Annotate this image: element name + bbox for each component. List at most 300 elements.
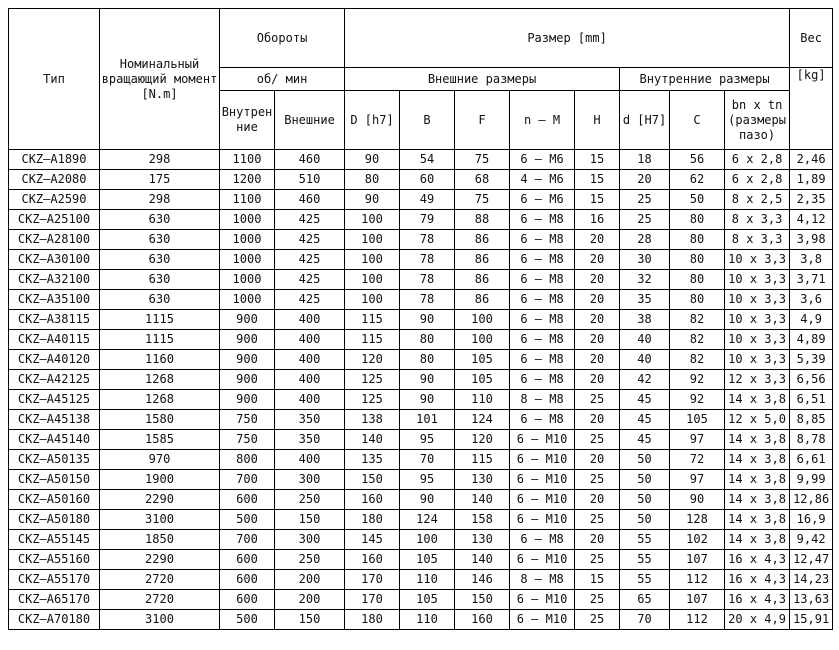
- cell-F: 158: [455, 510, 510, 530]
- cell-D: 160: [345, 490, 400, 510]
- cell-F: 100: [455, 310, 510, 330]
- cell-d: 55: [620, 530, 670, 550]
- cell-speed-inner: 1000: [220, 230, 275, 250]
- table-row: [9, 390, 833, 410]
- header-speed-outer: Внешние: [275, 91, 345, 150]
- cell-F: 88: [455, 210, 510, 230]
- cell-d: 55: [620, 550, 670, 570]
- cell-B: 100: [400, 530, 455, 550]
- cell-d: 32: [620, 270, 670, 290]
- cell-D: 120: [345, 350, 400, 370]
- cell-F: 105: [455, 350, 510, 370]
- cell-speed-outer: 400: [275, 350, 345, 370]
- cell-nM: 6 – M8: [510, 350, 575, 370]
- table-row: [9, 230, 833, 250]
- cell-B: 79: [400, 210, 455, 230]
- cell-speed-inner: 600: [220, 550, 275, 570]
- cell-C: 80: [670, 230, 725, 250]
- cell-weight: 8,78: [790, 430, 833, 450]
- cell-d: 28: [620, 230, 670, 250]
- cell-C: 107: [670, 550, 725, 570]
- cell-speed-inner: 750: [220, 430, 275, 450]
- table-row: [9, 410, 833, 430]
- cell-H: 20: [575, 310, 620, 330]
- table-row: [9, 470, 833, 490]
- cell-speed-inner: 1000: [220, 270, 275, 290]
- cell-nM: 6 – M8: [510, 210, 575, 230]
- cell-type: CKZ–A50180: [9, 510, 100, 530]
- cell-C: 82: [670, 330, 725, 350]
- cell-nM: 6 – M10: [510, 450, 575, 470]
- cell-nM: 6 – M8: [510, 270, 575, 290]
- table-row: [9, 370, 833, 390]
- table-row: [9, 170, 833, 190]
- cell-C: 80: [670, 270, 725, 290]
- header-outer-dims: Внешние размеры: [345, 68, 620, 91]
- cell-nM: 6 – M6: [510, 190, 575, 210]
- cell-d: 50: [620, 450, 670, 470]
- cell-F: 115: [455, 450, 510, 470]
- cell-speed-inner: 1000: [220, 210, 275, 230]
- cell-C: 102: [670, 530, 725, 550]
- cell-weight: 15,91: [790, 610, 833, 630]
- cell-H: 20: [575, 230, 620, 250]
- cell-C: 80: [670, 210, 725, 230]
- cell-C: 97: [670, 470, 725, 490]
- cell-F: 140: [455, 490, 510, 510]
- cell-speed-inner: 700: [220, 530, 275, 550]
- cell-B: 80: [400, 330, 455, 350]
- cell-speed-outer: 425: [275, 270, 345, 290]
- cell-B: 101: [400, 410, 455, 430]
- cell-F: 160: [455, 610, 510, 630]
- cell-D: 180: [345, 610, 400, 630]
- cell-weight: 16,9: [790, 510, 833, 530]
- cell-B: 95: [400, 430, 455, 450]
- cell-F: 86: [455, 250, 510, 270]
- table-row: [9, 610, 833, 630]
- cell-C: 112: [670, 570, 725, 590]
- table-row: [9, 570, 833, 590]
- table-row: [9, 450, 833, 470]
- cell-torque: 970: [100, 450, 220, 470]
- cell-H: 20: [575, 490, 620, 510]
- cell-torque: 2290: [100, 550, 220, 570]
- cell-D: 90: [345, 150, 400, 170]
- spec-table-container: [8, 8, 833, 630]
- cell-B: 80: [400, 350, 455, 370]
- cell-weight: 6,61: [790, 450, 833, 470]
- cell-speed-outer: 510: [275, 170, 345, 190]
- cell-type: CKZ–A65170: [9, 590, 100, 610]
- cell-speed-outer: 460: [275, 150, 345, 170]
- cell-d: 45: [620, 410, 670, 430]
- cell-bnt: 10 x 3,3: [725, 270, 790, 290]
- cell-H: 20: [575, 370, 620, 390]
- cell-D: 150: [345, 470, 400, 490]
- cell-bnt: 10 x 3,3: [725, 250, 790, 270]
- cell-F: 110: [455, 390, 510, 410]
- cell-F: 130: [455, 530, 510, 550]
- cell-bnt: 12 x 3,3: [725, 370, 790, 390]
- cell-speed-outer: 150: [275, 510, 345, 530]
- cell-torque: 3100: [100, 610, 220, 630]
- cell-D: 125: [345, 370, 400, 390]
- cell-B: 95: [400, 470, 455, 490]
- cell-torque: 1115: [100, 330, 220, 350]
- cell-H: 20: [575, 330, 620, 350]
- cell-speed-inner: 700: [220, 470, 275, 490]
- cell-d: 45: [620, 430, 670, 450]
- cell-nM: 6 – M10: [510, 610, 575, 630]
- cell-torque: 630: [100, 290, 220, 310]
- cell-C: 62: [670, 170, 725, 190]
- cell-type: CKZ–A2080: [9, 170, 100, 190]
- cell-bnt: 16 x 4,3: [725, 570, 790, 590]
- cell-torque: 630: [100, 250, 220, 270]
- cell-H: 20: [575, 450, 620, 470]
- cell-nM: 8 – M8: [510, 390, 575, 410]
- table-row: [9, 530, 833, 550]
- cell-D: 160: [345, 550, 400, 570]
- cell-weight: 5,39: [790, 350, 833, 370]
- cell-type: CKZ–A28100: [9, 230, 100, 250]
- cell-B: 124: [400, 510, 455, 530]
- cell-bnt: 10 x 3,3: [725, 290, 790, 310]
- cell-nM: 6 – M10: [510, 430, 575, 450]
- cell-H: 15: [575, 570, 620, 590]
- cell-weight: 2,46: [790, 150, 833, 170]
- cell-speed-inner: 1000: [220, 250, 275, 270]
- cell-speed-outer: 460: [275, 190, 345, 210]
- table-row: [9, 250, 833, 270]
- cell-bnt: 16 x 4,3: [725, 590, 790, 610]
- coupling-spec-table: [8, 8, 833, 630]
- cell-bnt: 14 x 3,8: [725, 490, 790, 510]
- cell-speed-outer: 200: [275, 590, 345, 610]
- table-row: [9, 330, 833, 350]
- cell-nM: 6 – M10: [510, 550, 575, 570]
- cell-d: 50: [620, 470, 670, 490]
- cell-speed-inner: 900: [220, 370, 275, 390]
- cell-nM: 6 – M10: [510, 490, 575, 510]
- cell-speed-inner: 500: [220, 510, 275, 530]
- header-col-F: F: [455, 91, 510, 150]
- cell-weight: 3,98: [790, 230, 833, 250]
- cell-bnt: 14 x 3,8: [725, 430, 790, 450]
- cell-B: 78: [400, 270, 455, 290]
- cell-torque: 1900: [100, 470, 220, 490]
- cell-D: 100: [345, 250, 400, 270]
- cell-B: 78: [400, 250, 455, 270]
- header-col-bnt: bn x tn (размеры пазо): [725, 91, 790, 150]
- cell-type: CKZ–A42125: [9, 370, 100, 390]
- cell-bnt: 14 x 3,8: [725, 390, 790, 410]
- cell-speed-outer: 400: [275, 330, 345, 350]
- cell-bnt: 10 x 3,3: [725, 330, 790, 350]
- cell-C: 72: [670, 450, 725, 470]
- cell-bnt: 14 x 3,8: [725, 530, 790, 550]
- cell-C: 112: [670, 610, 725, 630]
- cell-nM: 6 – M10: [510, 510, 575, 530]
- cell-H: 20: [575, 350, 620, 370]
- cell-speed-outer: 425: [275, 290, 345, 310]
- cell-weight: 12,47: [790, 550, 833, 570]
- cell-B: 110: [400, 610, 455, 630]
- cell-torque: 1268: [100, 390, 220, 410]
- cell-bnt: 6 x 2,8: [725, 170, 790, 190]
- cell-B: 60: [400, 170, 455, 190]
- cell-nM: 6 – M8: [510, 290, 575, 310]
- cell-torque: 630: [100, 270, 220, 290]
- cell-speed-outer: 250: [275, 490, 345, 510]
- cell-torque: 298: [100, 150, 220, 170]
- cell-speed-outer: 425: [275, 210, 345, 230]
- table-row: [9, 310, 833, 330]
- cell-bnt: 8 x 2,5: [725, 190, 790, 210]
- cell-weight: 3,8: [790, 250, 833, 270]
- cell-bnt: 12 x 5,0: [725, 410, 790, 430]
- cell-F: 130: [455, 470, 510, 490]
- cell-type: CKZ–A45138: [9, 410, 100, 430]
- cell-H: 25: [575, 590, 620, 610]
- cell-H: 25: [575, 430, 620, 450]
- cell-C: 90: [670, 490, 725, 510]
- cell-H: 20: [575, 270, 620, 290]
- cell-F: 100: [455, 330, 510, 350]
- cell-torque: 298: [100, 190, 220, 210]
- cell-D: 135: [345, 450, 400, 470]
- cell-type: CKZ–A40120: [9, 350, 100, 370]
- table-row: [9, 510, 833, 530]
- cell-speed-outer: 400: [275, 310, 345, 330]
- cell-D: 115: [345, 330, 400, 350]
- cell-C: 82: [670, 350, 725, 370]
- cell-H: 20: [575, 530, 620, 550]
- cell-speed-inner: 600: [220, 590, 275, 610]
- header-col-d: d [H7]: [620, 91, 670, 150]
- cell-C: 56: [670, 150, 725, 170]
- table-row: [9, 210, 833, 230]
- cell-nM: 6 – M8: [510, 410, 575, 430]
- cell-B: 90: [400, 390, 455, 410]
- cell-d: 38: [620, 310, 670, 330]
- cell-weight: 2,35: [790, 190, 833, 210]
- cell-bnt: 14 x 3,8: [725, 510, 790, 530]
- cell-type: CKZ–A45140: [9, 430, 100, 450]
- cell-D: 100: [345, 210, 400, 230]
- cell-speed-inner: 900: [220, 310, 275, 330]
- cell-d: 45: [620, 390, 670, 410]
- cell-D: 125: [345, 390, 400, 410]
- cell-D: 145: [345, 530, 400, 550]
- cell-F: 75: [455, 190, 510, 210]
- cell-nM: 6 – M10: [510, 590, 575, 610]
- cell-weight: 6,56: [790, 370, 833, 390]
- cell-torque: 630: [100, 210, 220, 230]
- cell-B: 54: [400, 150, 455, 170]
- cell-F: 75: [455, 150, 510, 170]
- cell-speed-outer: 200: [275, 570, 345, 590]
- cell-bnt: 14 x 3,8: [725, 470, 790, 490]
- cell-B: 70: [400, 450, 455, 470]
- header-col-nM: n – M: [510, 91, 575, 150]
- cell-type: CKZ–A45125: [9, 390, 100, 410]
- table-row: [9, 290, 833, 310]
- cell-weight: 9,99: [790, 470, 833, 490]
- header-speed: Обороты: [220, 9, 345, 68]
- table-row: [9, 590, 833, 610]
- cell-type: CKZ–A25100: [9, 210, 100, 230]
- cell-F: 86: [455, 290, 510, 310]
- cell-d: 40: [620, 350, 670, 370]
- cell-H: 15: [575, 150, 620, 170]
- header-col-H: H: [575, 91, 620, 150]
- cell-speed-inner: 1000: [220, 290, 275, 310]
- cell-D: 90: [345, 190, 400, 210]
- cell-H: 25: [575, 610, 620, 630]
- cell-torque: 1580: [100, 410, 220, 430]
- cell-F: 124: [455, 410, 510, 430]
- cell-d: 25: [620, 210, 670, 230]
- cell-B: 90: [400, 370, 455, 390]
- cell-weight: 4,9: [790, 310, 833, 330]
- cell-speed-outer: 250: [275, 550, 345, 570]
- cell-D: 140: [345, 430, 400, 450]
- cell-speed-inner: 900: [220, 350, 275, 370]
- cell-type: CKZ–A50150: [9, 470, 100, 490]
- table-row: [9, 430, 833, 450]
- cell-speed-inner: 750: [220, 410, 275, 430]
- cell-F: 140: [455, 550, 510, 570]
- cell-weight: 3,71: [790, 270, 833, 290]
- cell-F: 86: [455, 270, 510, 290]
- cell-weight: 6,51: [790, 390, 833, 410]
- cell-speed-inner: 900: [220, 390, 275, 410]
- cell-D: 170: [345, 570, 400, 590]
- cell-B: 105: [400, 550, 455, 570]
- cell-D: 100: [345, 230, 400, 250]
- cell-d: 70: [620, 610, 670, 630]
- cell-torque: 2720: [100, 570, 220, 590]
- cell-nM: 6 – M6: [510, 150, 575, 170]
- cell-weight: 4,12: [790, 210, 833, 230]
- header-size: Размер [mm]: [345, 9, 790, 68]
- cell-speed-inner: 1100: [220, 190, 275, 210]
- cell-bnt: 10 x 3,3: [725, 310, 790, 330]
- cell-d: 18: [620, 150, 670, 170]
- table-row: [9, 490, 833, 510]
- cell-speed-inner: 600: [220, 490, 275, 510]
- cell-D: 170: [345, 590, 400, 610]
- cell-torque: 1115: [100, 310, 220, 330]
- header-col-C: C: [670, 91, 725, 150]
- cell-speed-outer: 350: [275, 410, 345, 430]
- cell-speed-inner: 1200: [220, 170, 275, 190]
- cell-H: 20: [575, 250, 620, 270]
- cell-type: CKZ–A50160: [9, 490, 100, 510]
- cell-H: 16: [575, 210, 620, 230]
- cell-B: 110: [400, 570, 455, 590]
- cell-type: CKZ–A35100: [9, 290, 100, 310]
- cell-d: 30: [620, 250, 670, 270]
- cell-torque: 1160: [100, 350, 220, 370]
- cell-torque: 630: [100, 230, 220, 250]
- cell-bnt: 16 x 4,3: [725, 550, 790, 570]
- cell-torque: 1268: [100, 370, 220, 390]
- cell-speed-outer: 350: [275, 430, 345, 450]
- cell-d: 40: [620, 330, 670, 350]
- header-speed-inner: Внутрен ние: [220, 91, 275, 150]
- cell-C: 128: [670, 510, 725, 530]
- cell-bnt: 8 x 3,3: [725, 210, 790, 230]
- cell-B: 78: [400, 230, 455, 250]
- cell-C: 107: [670, 590, 725, 610]
- cell-B: 90: [400, 310, 455, 330]
- cell-nM: 6 – M8: [510, 370, 575, 390]
- cell-D: 180: [345, 510, 400, 530]
- cell-H: 25: [575, 510, 620, 530]
- cell-d: 50: [620, 490, 670, 510]
- cell-B: 49: [400, 190, 455, 210]
- cell-H: 20: [575, 290, 620, 310]
- cell-type: CKZ–A1890: [9, 150, 100, 170]
- cell-H: 25: [575, 550, 620, 570]
- cell-bnt: 20 x 4,9: [725, 610, 790, 630]
- cell-F: 120: [455, 430, 510, 450]
- cell-d: 55: [620, 570, 670, 590]
- cell-D: 138: [345, 410, 400, 430]
- cell-C: 105: [670, 410, 725, 430]
- cell-type: CKZ–A2590: [9, 190, 100, 210]
- cell-H: 15: [575, 190, 620, 210]
- cell-B: 78: [400, 290, 455, 310]
- cell-F: 86: [455, 230, 510, 250]
- header-speed-unit: об/ мин: [220, 68, 345, 91]
- cell-d: 20: [620, 170, 670, 190]
- cell-H: 25: [575, 470, 620, 490]
- cell-speed-outer: 300: [275, 470, 345, 490]
- cell-D: 80: [345, 170, 400, 190]
- table-row: [9, 270, 833, 290]
- cell-C: 80: [670, 290, 725, 310]
- header-weight: Вес: [790, 9, 833, 68]
- cell-bnt: 10 x 3,3: [725, 350, 790, 370]
- cell-C: 92: [670, 390, 725, 410]
- cell-torque: 1850: [100, 530, 220, 550]
- cell-nM: 6 – M8: [510, 230, 575, 250]
- cell-bnt: 8 x 3,3: [725, 230, 790, 250]
- cell-speed-inner: 800: [220, 450, 275, 470]
- cell-d: 35: [620, 290, 670, 310]
- table-row: [9, 150, 833, 170]
- table-row: [9, 190, 833, 210]
- cell-D: 100: [345, 270, 400, 290]
- cell-speed-inner: 500: [220, 610, 275, 630]
- cell-nM: 6 – M8: [510, 330, 575, 350]
- cell-speed-outer: 425: [275, 250, 345, 270]
- cell-nM: 6 – M8: [510, 530, 575, 550]
- cell-C: 82: [670, 310, 725, 330]
- cell-type: CKZ–A55160: [9, 550, 100, 570]
- cell-C: 92: [670, 370, 725, 390]
- cell-weight: 13,63: [790, 590, 833, 610]
- cell-H: 25: [575, 390, 620, 410]
- cell-d: 50: [620, 510, 670, 530]
- cell-weight: 3,6: [790, 290, 833, 310]
- cell-C: 50: [670, 190, 725, 210]
- cell-weight: 14,23: [790, 570, 833, 590]
